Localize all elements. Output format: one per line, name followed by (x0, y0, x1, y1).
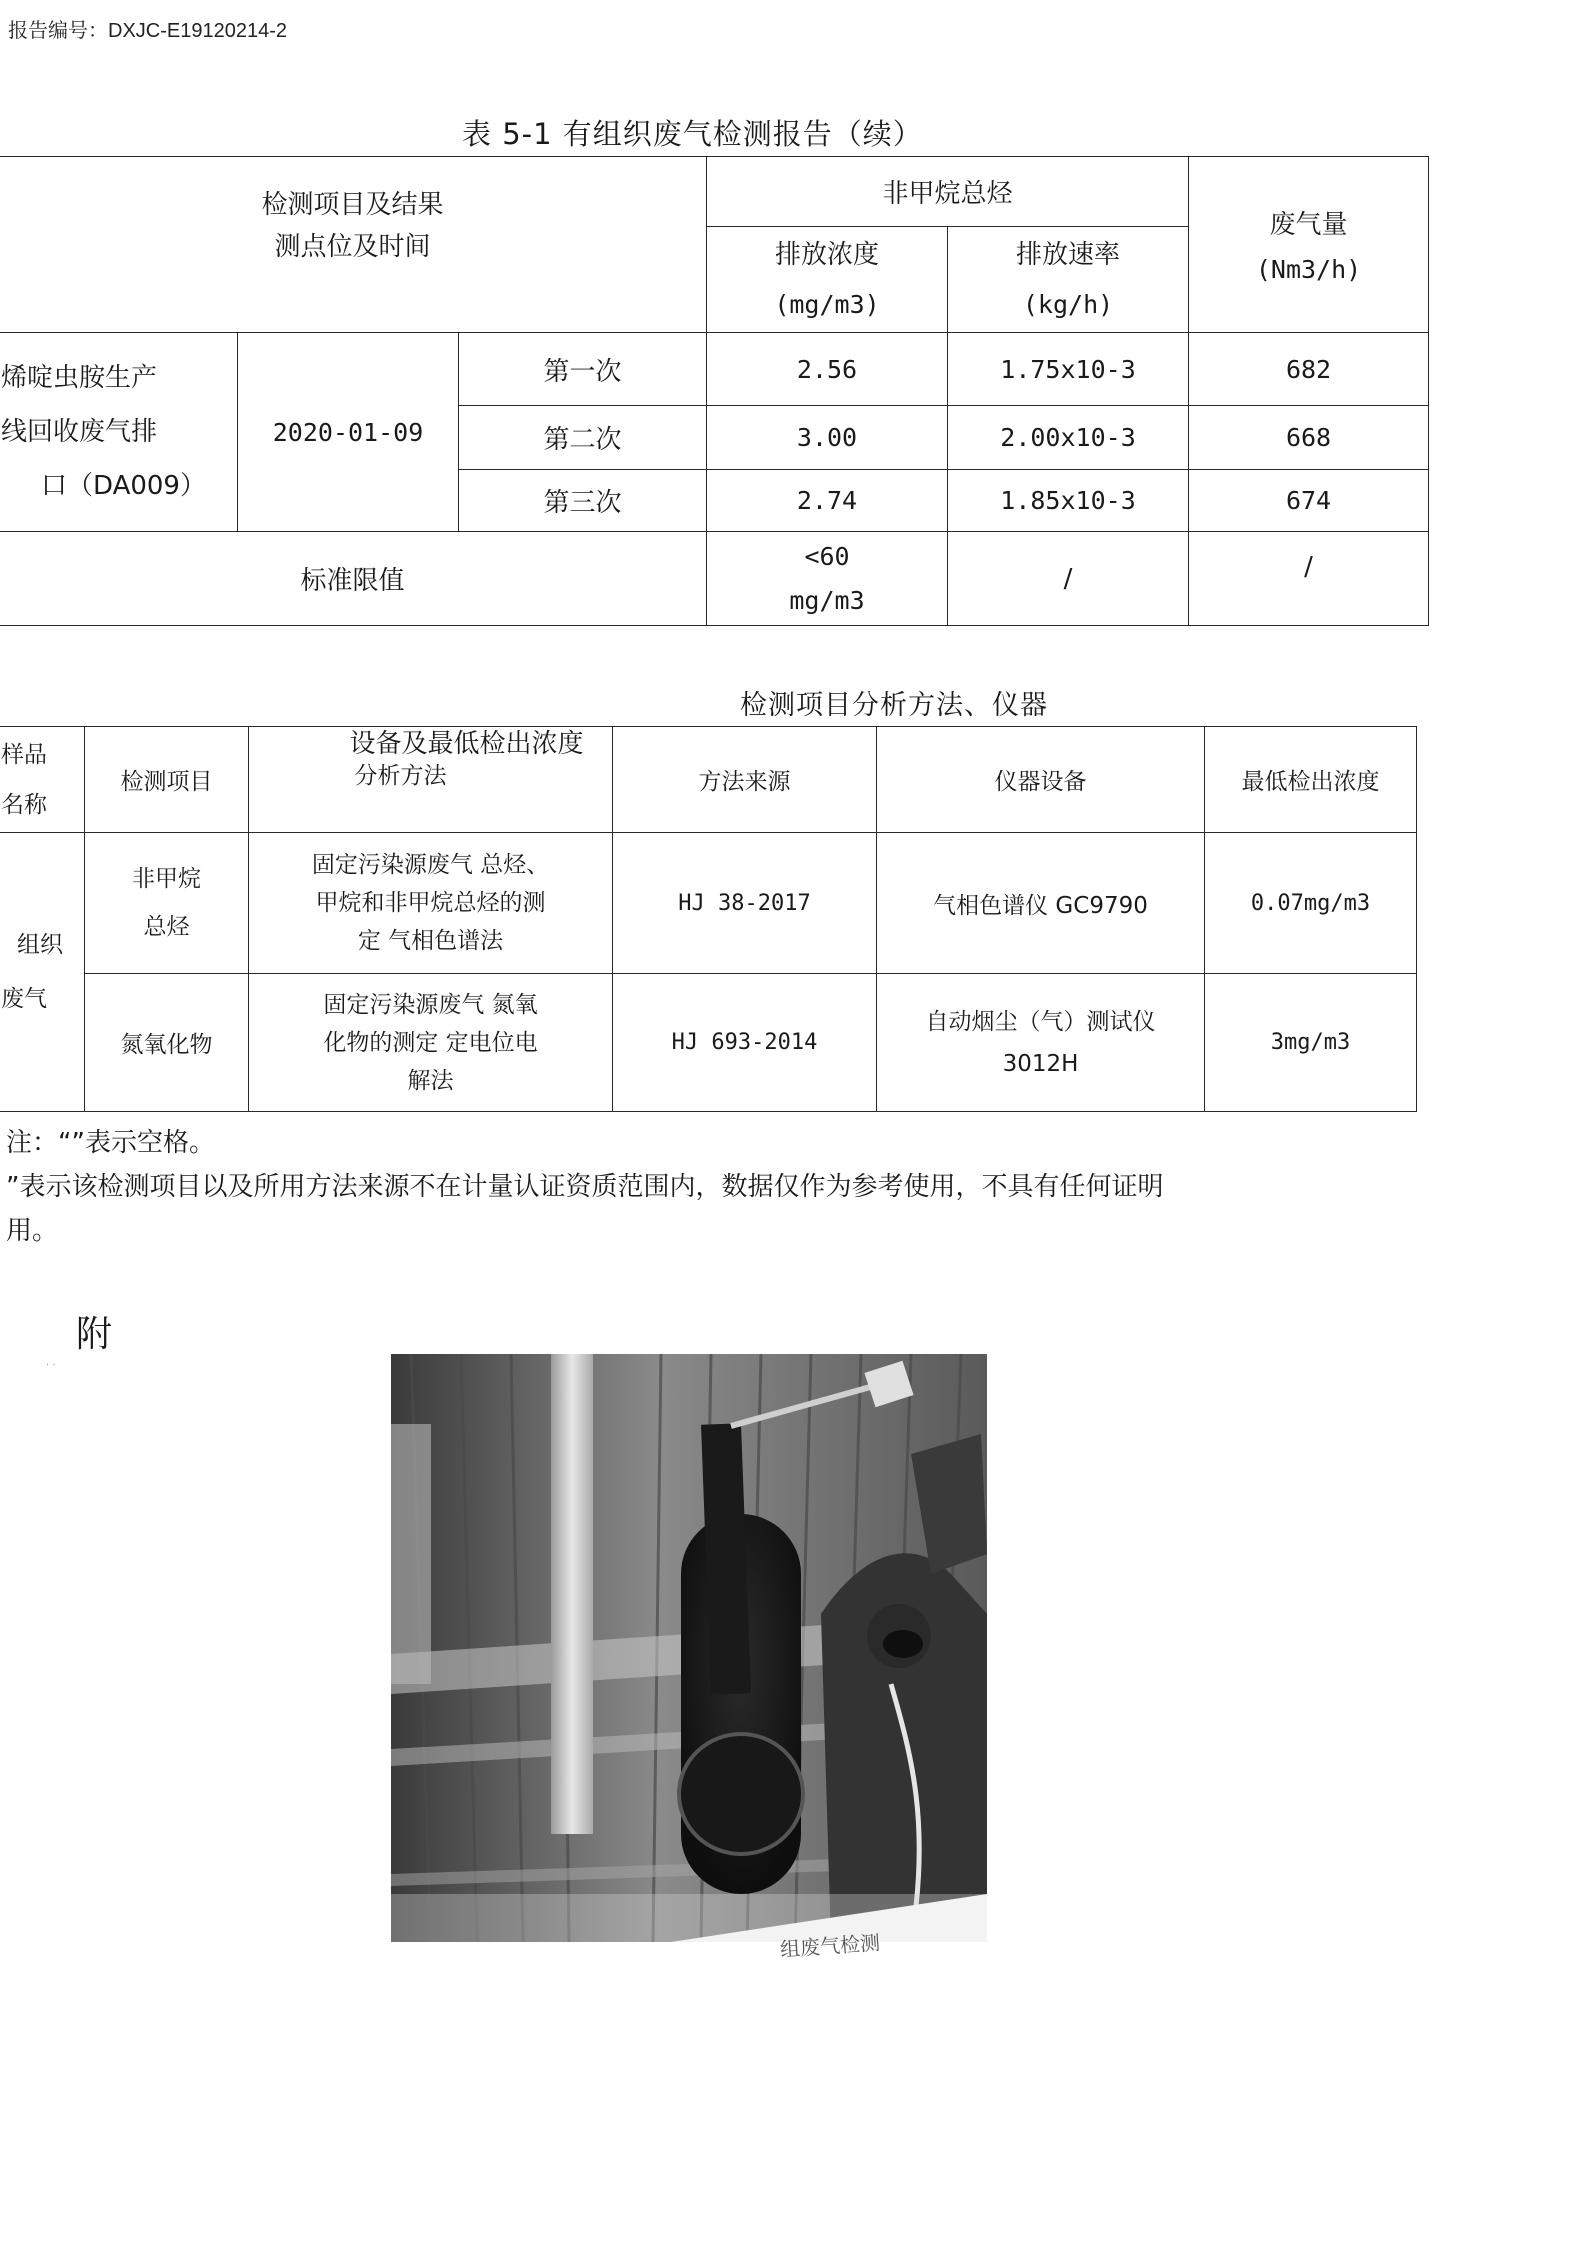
rate-value: 1.85x10-3 (948, 470, 1189, 532)
method-cell (249, 974, 613, 1112)
item-line: 非甲烷 (132, 866, 201, 892)
sample-line: 废气 (1, 986, 47, 1012)
flow-value: 668 (1189, 406, 1429, 470)
header-source: 方法来源 (613, 727, 877, 833)
header-instrument: 仪器设备 (877, 727, 1205, 833)
limit-rate: / (948, 532, 1189, 626)
header-item-location (0, 157, 707, 333)
sampling-photo (391, 1354, 987, 1942)
header-conc-label: 排放浓度 (775, 239, 880, 270)
instrument-cell (877, 974, 1205, 1112)
note-line: 用。 (6, 1216, 59, 1246)
date-cell: 2020-01-09 (238, 333, 459, 532)
item-line: 总烃 (143, 914, 190, 940)
item-cell (85, 833, 249, 974)
header-rate-unit: (kg/h) (1022, 289, 1114, 319)
item-line: 氮氧化物 (120, 1032, 213, 1058)
header-method (249, 727, 613, 833)
limit-conc-value: <60 (804, 541, 850, 571)
instrument-cell (877, 833, 1205, 974)
run-label: 第三次 (459, 470, 707, 532)
sample-cell (0, 833, 85, 1112)
photo-caption: 组废气检测 (779, 1930, 881, 1962)
rate-value: 2.00x10-3 (948, 406, 1189, 470)
limit-conc-unit: mg/m3 (789, 585, 865, 615)
header-location-label: 测点位及时间 (274, 232, 431, 262)
table1-title: 表 5-1 有组织废气检测报告（续） (462, 117, 923, 151)
sample-line: 组织 (17, 932, 63, 958)
header-flow (1189, 157, 1429, 333)
header-rate (948, 227, 1189, 333)
item-cell (85, 974, 249, 1112)
emission-results-table (0, 156, 1429, 626)
header-sample-line: 名称 (1, 791, 47, 818)
header-item: 检测项目 (85, 727, 249, 833)
method-line: 化物的测定 定电位电 (323, 1029, 538, 1056)
note-line: ”表示该检测项目以及所用方法来源不在计量认证资质范围内，数据仅作为参考使用，不具有任何证明 (6, 1172, 1164, 1202)
header-conc-unit: (mg/m3) (774, 289, 880, 319)
limit-row (0, 532, 1429, 626)
instrument-line: 气相色谱仪 GC9790 (933, 892, 1148, 919)
conc-value: 2.74 (707, 470, 948, 532)
run-label: 第一次 (459, 333, 707, 406)
limit-flow: / (1189, 532, 1429, 626)
photo-mark: · · (46, 1360, 56, 1371)
header-method-label: 分析方法 (354, 763, 447, 789)
overlap-text: 设备及最低检出浓度 (349, 729, 584, 759)
conc-value: 2.56 (707, 333, 948, 406)
limit-conc (707, 532, 948, 626)
table-row (0, 833, 1417, 974)
location-line: 口（DA009） (41, 471, 206, 501)
method-line: 定 气相色谱法 (357, 928, 504, 954)
header-flow-unit: (Nm3/h) (1255, 254, 1362, 284)
method-table (0, 726, 1417, 1112)
flow-value: 674 (1189, 470, 1429, 532)
header-min-conc: 最低检出浓度 (1205, 727, 1417, 833)
rate-value: 1.75x10-3 (948, 333, 1189, 406)
report-number: 报告编号：DXJC-E19120214-2 (8, 20, 287, 42)
table-row (0, 974, 1417, 1112)
header-item-label: 检测项目及结果 (261, 190, 444, 220)
min-conc-cell: 0.07mg/m3 (1205, 833, 1417, 974)
conc-value: 3.00 (707, 406, 948, 470)
header-conc (707, 227, 948, 333)
header-flow-label: 废气量 (1269, 209, 1348, 240)
method-line: 固定污染源废气 氮氧 (323, 991, 538, 1018)
source-cell: HJ 693-2014 (613, 974, 877, 1112)
header-nmhc: 非甲烷总烃 (707, 157, 1189, 227)
run-label: 第二次 (459, 406, 707, 470)
method-cell (249, 833, 613, 974)
instrument-line: 3012H (1002, 1050, 1079, 1077)
method-line: 固定污染源废气 总烃、 (311, 852, 550, 878)
limit-label: 标准限值 (0, 532, 707, 626)
flow-value: 682 (1189, 333, 1429, 406)
table-row (0, 333, 1429, 406)
header-rate-label: 排放速率 (1016, 239, 1121, 270)
method-line: 甲烷和非甲烷总烃的测 (315, 890, 546, 916)
attachment-heading: 附 (76, 1314, 113, 1355)
method-line: 解法 (407, 1067, 454, 1094)
table2-title: 检测项目分析方法、仪器 (740, 690, 1048, 721)
note-line: 注：“”表示空格。 (6, 1128, 215, 1158)
min-conc-cell: 3mg/m3 (1205, 974, 1417, 1112)
source-cell: HJ 38-2017 (613, 833, 877, 974)
location-line: 烯啶虫胺生产 (1, 363, 158, 393)
header-sample (0, 727, 85, 833)
instrument-line: 自动烟尘（气）测试仪 (925, 1008, 1156, 1035)
header-sample-line: 样品 (1, 741, 47, 768)
location-cell (0, 333, 238, 532)
location-line: 线回收废气排 (1, 417, 158, 447)
